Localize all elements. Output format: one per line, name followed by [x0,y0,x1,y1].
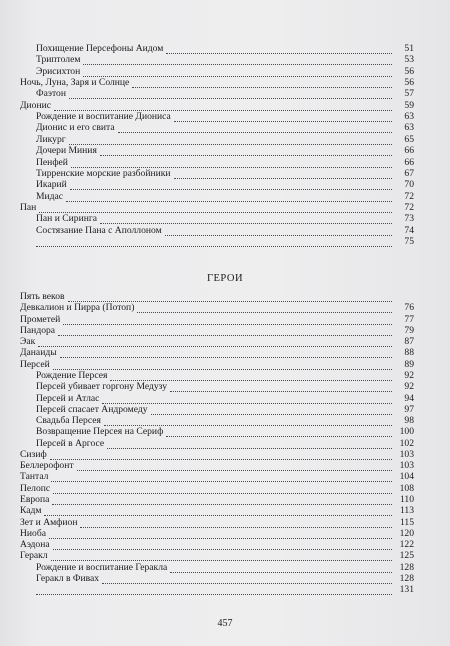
toc-entry-title: Икарий [36,179,67,191]
toc-entry-page: 100 [399,426,414,438]
toc-entry-page: 108 [399,482,414,494]
toc-entry-title: Геракл в Фивах [36,573,100,584]
toc-entry-page: 72 [404,201,414,213]
toc-entry-title: Европа [20,494,50,506]
toc-entry-title: Пенфей [36,156,68,168]
toc-entry-page: 110 [399,494,414,506]
toc-entry-page: 92 [404,381,414,393]
toc-entry-page: 65 [404,133,414,145]
toc-entry-page: 73 [404,213,414,225]
toc-entry-page: 125 [399,550,414,562]
toc-entry-page: 87 [404,336,414,348]
toc-entry-title: Сизиф [20,448,47,460]
toc-entry-title: Фаэтон [36,88,66,100]
toc-entry-page: 122 [399,539,414,551]
toc-entry-page: 53 [404,54,414,66]
toc-entry-title: Тирренские морские разбойники [36,167,171,179]
toc-entry-page: 59 [404,99,414,111]
toc-entry-title: Дионис и его свита [36,122,115,134]
toc-entry [0,236,450,248]
toc-entry-page: 102 [399,437,414,449]
toc-entry-title: Персей и Атлас [36,392,100,404]
toc-entry-title: Пять веков [20,291,65,302]
toc-entry-page: 115 [399,516,414,528]
section-heading: ГЕРОИ [206,273,244,284]
toc-entry-title: Девкалион и Пирра (Потоп) [20,302,135,314]
toc-entry-page: 98 [404,415,414,427]
toc-entry-page: 56 [404,65,414,77]
toc-entry-page: 79 [404,324,414,336]
toc-entry-page: 67 [404,167,414,179]
toc-entry-title: Ночь, Луна, Заря и Солнце [20,77,130,89]
toc-entry-title: Персей убивает горгону Медузу [36,381,168,393]
toc-entry-title: Свадьба Персея [36,415,101,427]
toc-entry-title: Пан [20,201,37,213]
toc-entry-title: Триптолем [36,54,81,66]
toc-entry-title: Пелопс [20,482,51,494]
toc-entry-title: Дионис [20,99,52,111]
toc-entry-page: 70 [404,179,414,191]
toc-entry-page: 77 [404,313,414,325]
toc-entry-page: 97 [404,403,414,415]
toc-entry-page: 75 [404,235,414,247]
toc-entry-title: Персей [20,358,50,370]
toc-entry [0,584,450,596]
page-number: 457 [217,618,233,629]
toc-entry-page: 72 [404,190,414,202]
toc-entry-page: 63 [404,111,414,123]
toc-entry-title: Персей спасает Андромеду [36,403,148,415]
toc-entry-title: Пан и Сиринга [36,213,98,225]
toc-entry-page: 120 [399,527,414,539]
toc-entry-title: Аэдона [20,539,50,551]
dot-leader [36,582,392,595]
toc-entry-page: 103 [399,448,414,460]
toc-entry-page: 57 [404,88,414,100]
toc-entry-page: 51 [404,43,414,54]
toc-entry-page: 94 [404,392,414,404]
toc-entry-page: 103 [399,460,414,472]
toc-entry-title: Эрисихтон [36,65,81,77]
toc-entry-page: 88 [404,347,414,359]
toc-entry-page: 128 [399,573,414,584]
toc-entry-page: 66 [404,145,414,157]
toc-entry-title: Рождение и воспитание Диониса [36,111,171,123]
toc-entry-title: Данаиды [20,347,57,359]
toc-entry-page: 131 [399,584,414,596]
toc-entry-title: Дочери Миния [36,145,97,157]
toc-entry-title: Ликург [36,133,66,145]
toc-entry-title: Зет и Амфион [20,516,78,528]
toc-entry-page: 128 [399,561,414,573]
toc-entry-title: Ниоба [20,527,46,539]
toc-entry-page: 63 [404,122,414,134]
toc-entry-title: Тантал [20,471,49,483]
toc-entry-page: 89 [404,358,414,370]
dot-leader [36,234,392,247]
toc-entry-title: Похищение Персефоны Аидом [36,43,164,54]
toc-entry-page: 74 [404,224,414,236]
toc-entry-title: Пандора [20,324,56,336]
toc-entry-title: Прометей [20,313,61,325]
toc-entry-page: 113 [399,505,414,517]
toc-entry-title: Рождение Персея [36,369,108,381]
toc-entry-title: Беллерофонт [20,460,74,472]
toc-entry-title: Геракл [20,550,48,562]
toc-entry-title: Рождение и воспитание Геракла [36,561,168,573]
toc-entry-title: Состязание Пана с Аполлоном [36,224,162,236]
toc-entry-page: 92 [404,369,414,381]
toc-entry-title: Возвращение Персея на Сериф [36,426,164,438]
toc-entry-title: Персей в Аргосе [36,437,105,449]
toc-entry-title: Кадм [20,505,42,517]
toc-entry-title: Мидас [36,190,64,202]
toc-entry-page: 76 [404,302,414,314]
toc-entry-page: 56 [404,77,414,89]
toc-entry-title: Эак [20,336,36,348]
toc-entry-page: 104 [399,471,414,483]
toc-entry-page: 66 [404,156,414,168]
